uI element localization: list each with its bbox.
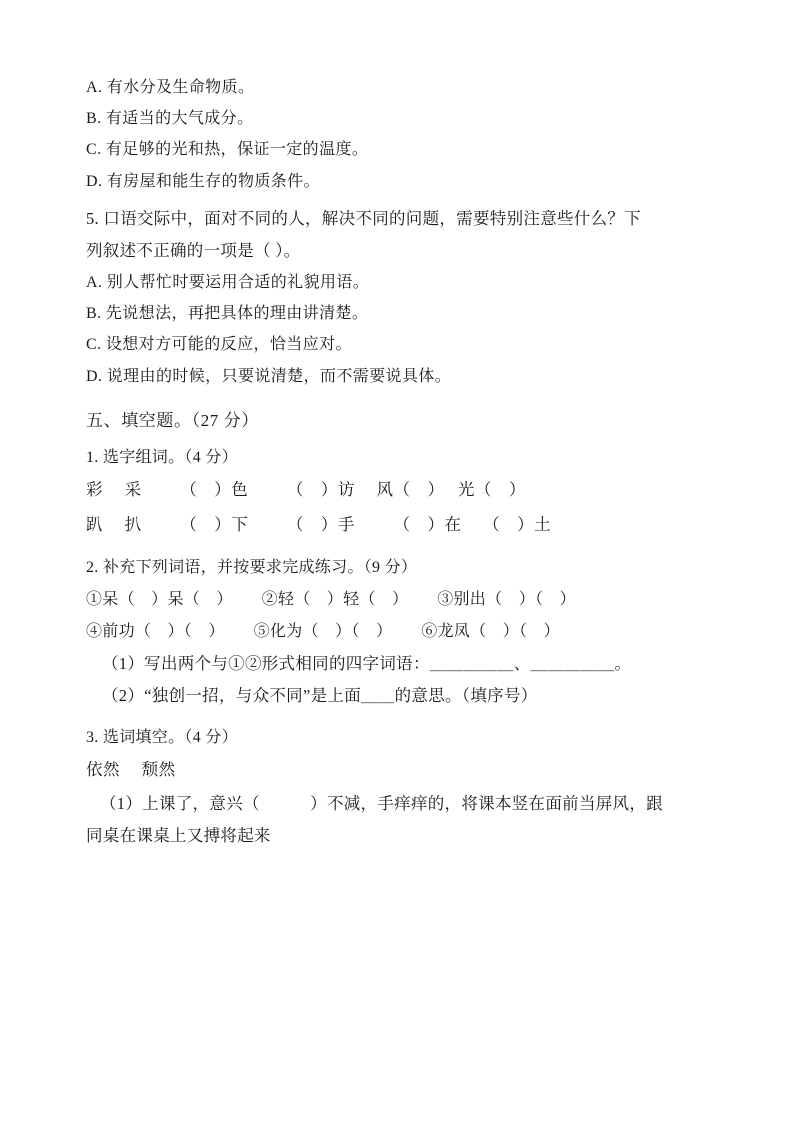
q5-option-d: D. 说理由的时候，只要说清楚，而不需要说具体。 (86, 367, 452, 385)
option-c: C. 有足够的光和热，保证一定的温度。 (86, 141, 369, 159)
question5-line2: 列叙述不正确的一项是（ ）。 (86, 240, 301, 260)
item3-label: 3. 选词填空。（4 分） (86, 728, 238, 746)
option-a: A. 有水分及生命物质。 (86, 79, 255, 96)
section5-item-2 (86, 548, 715, 712)
section-5-title: 五、填空题。（27 分） (86, 410, 259, 430)
item2-label: 2. 补充下列词语，并按要求完成练习。（9 分） (86, 559, 418, 577)
item2-row1: ①呆（ ）呆（ ） ②轻（ ）轻（ ） ③别出（ ）（ ） (86, 590, 576, 608)
item1-row1: 彩 采 （ ）色 （ ）访 风（ ） 光（ ） (86, 480, 526, 500)
item3-sub1-line1: （1）上课了，意兴（ ）不减，手痒痒的，将课本竖在面前当屏风，跟 (100, 793, 663, 813)
question4-options (86, 72, 715, 197)
item2-sub2: （2）“独创一招，与众不同”是上面＿＿的意思。（填序号） (102, 685, 538, 705)
item2-sub1: （1）写出两个与①②形式相同的四字词语：＿＿＿＿＿、＿＿＿＿＿。 (102, 653, 632, 673)
item1-label: 1. 选字组词。（4 分） (86, 448, 238, 466)
question-5 (86, 203, 715, 392)
q5-option-b: B. 先说想法，再把具体的理由讲清楚。 (86, 305, 369, 323)
item3-word-choices: 依然 颓然 (86, 760, 176, 780)
question5-line1: 5. 口语交际中，面对不同的人，解决不同的问题，需要特别注意些什么？下 (86, 208, 641, 228)
item3-sub1-line2: 同桌在课桌上又搏将起来 (86, 825, 271, 845)
section5-item-1 (86, 438, 715, 542)
q5-option-c: C. 设想对方可能的反应，恰当应对。 (86, 336, 352, 354)
section5-item-3 (86, 718, 715, 852)
q5-option-a: A. 别人帮忙时要运用合适的礼貌用语。 (86, 274, 370, 292)
option-d: D. 有房屋和能生存的物质条件。 (86, 172, 320, 190)
item2-row2: ④前功（ ）（ ） ⑤化为（ ）（ ） ⑥龙凤（ ）（ ） (86, 622, 560, 640)
item1-row2: 趴 扒 （ ）下 （ ）手 （ ）在 （ ）土 (86, 514, 552, 534)
option-b: B. 有适当的大气成分。 (86, 110, 254, 128)
